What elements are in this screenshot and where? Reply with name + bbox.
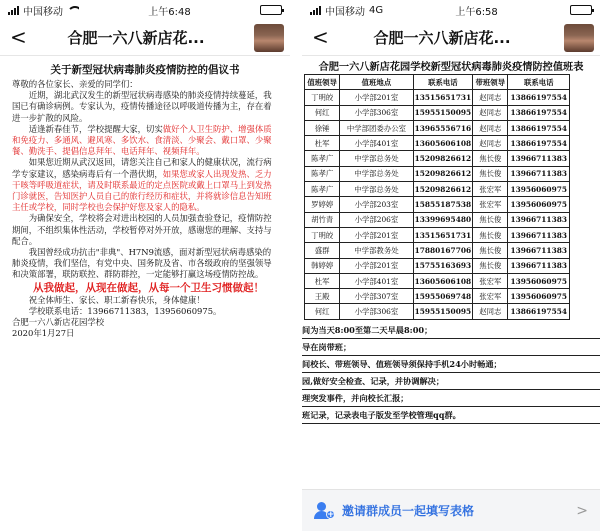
table-cell: 中学部总务处 (340, 182, 413, 197)
doc-paragraph-3-text: 如果您近期从武汉返回，请您关注自己和家人的健康状况，流行病学专家建议，感染病毒后有一个潜伏期， (12, 157, 272, 179)
duty-note-line: 间校长、带班领导、值班领导须保持手机24小时畅通； (302, 356, 600, 373)
table-cell: 陈孝广 (305, 182, 340, 197)
table-cell: 小学部306室 (340, 304, 413, 319)
table-row (305, 258, 570, 273)
table-cell: 13866197554 (508, 105, 570, 120)
chat-title: 合肥一六八新店花... (67, 29, 205, 47)
table-cell: 丁明皎 (305, 227, 340, 242)
table-cell: 13866197554 (508, 304, 570, 319)
table-cell: 15955150095 (413, 304, 473, 319)
table-cell: 15755163693 (413, 258, 473, 273)
add-member-icon: + (314, 502, 334, 520)
table-cell: 13515651731 (413, 90, 473, 105)
doc-wish: 祝全体师生、家长、职工新春快乐，身体健康！ (28, 294, 205, 305)
table-header-cell: 带班领导 (473, 75, 508, 90)
nav-bar (302, 20, 600, 56)
table-cell: 15209826612 (413, 151, 473, 166)
table-cell: 17880167706 (413, 243, 473, 258)
table-row (305, 120, 570, 135)
table-cell: 13966711383 (508, 166, 570, 181)
table-cell: 何红 (305, 105, 340, 120)
doc-signature: 合肥一六八新店花园学校 (12, 317, 105, 328)
table-cell: 赵同志 (473, 105, 508, 120)
table-cell: 13605606108 (413, 273, 473, 288)
doc-paragraph-3 (12, 157, 278, 213)
table-cell: 小学部307室 (340, 289, 413, 304)
table-cell: 张宏军 (473, 182, 508, 197)
table-cell: 13956060975 (508, 182, 570, 197)
table-row (305, 105, 570, 120)
table-cell: 13956060975 (508, 289, 570, 304)
table-cell: 赵同志 (473, 120, 508, 135)
table-cell: 焦长俊 (473, 151, 508, 166)
table-cell: 13515651731 (413, 227, 473, 242)
table-cell: 胡竹青 (305, 212, 340, 227)
table-cell: 杜军 (305, 273, 340, 288)
table-row (305, 182, 570, 197)
table-header-row (305, 75, 570, 90)
table-row (305, 136, 570, 151)
table-cell: 赵同志 (473, 90, 508, 105)
network-type: 4G (369, 4, 384, 16)
table-header-cell: 值班领导 (305, 75, 340, 90)
table-cell: 小学部401室 (340, 273, 413, 288)
table-cell: 陈孝广 (305, 151, 340, 166)
table-cell: 中学部总务处 (340, 151, 413, 166)
battery-icon (260, 5, 282, 15)
table-row (305, 197, 570, 212)
table-cell: 杜军 (305, 136, 340, 151)
back-button[interactable]: < (312, 25, 329, 49)
table-cell: 13965556716 (413, 120, 473, 135)
table-cell: 13866197554 (508, 136, 570, 151)
table-row (305, 90, 570, 105)
table-cell: 13966711383 (508, 151, 570, 166)
invite-members-button[interactable] (302, 489, 600, 531)
doc-title: 关于新型冠状病毒肺炎疫情防控的倡议书 (50, 64, 240, 76)
doc-slogan: 从我做起，从现在做起，从每一个卫生习惯做起！ (33, 281, 264, 294)
chat-title: 合肥一六八新店花... (373, 29, 511, 47)
table-cell: 13956060975 (508, 197, 570, 212)
table-title: 合肥一六八新店花园学校新型冠状病毒肺炎疫情防控值班表 (318, 61, 584, 73)
doc-paragraph-4: 为确保安全，学校将会对进出校园的人员加强查验登记，疫情防控期间，不组织集体性活动，学校暂停对外开放，感谢您的理解、支持与配合。 (12, 213, 272, 246)
status-bar (302, 0, 600, 20)
table-cell: 赵同志 (473, 136, 508, 151)
table-cell: 张宏军 (473, 273, 508, 288)
table-header-cell: 联系电话 (508, 75, 570, 90)
table-cell: 13966711383 (508, 212, 570, 227)
table-cell: 中学部团委办公室 (340, 120, 413, 135)
table-cell: 15209826612 (413, 182, 473, 197)
table-cell: 徐锤 (305, 120, 340, 135)
signal-icon (310, 6, 321, 15)
table-cell: 丁明皎 (305, 90, 340, 105)
table-body (305, 90, 570, 319)
table-cell: 13956060975 (508, 273, 570, 288)
table-cell: 小学部203室 (340, 197, 413, 212)
table-cell: 焦长俊 (473, 243, 508, 258)
table-cell: 13866197554 (508, 120, 570, 135)
duty-note-line: 导在岗带班； (302, 339, 600, 356)
doc-paragraph-2-highlight: 做好个人卫生防护、增强体质和免疫力、多通风、避风寒、多饮水、食清淡、少聚会、戴口罩、少聚餐、勤洗手、提倡信息拜年、电话拜年、视频拜年。 (12, 123, 272, 157)
duty-note-line: 理突发事件，并向校长汇报； (302, 390, 600, 407)
table-cell: 小学部306室 (340, 105, 413, 120)
table-cell: 陈孝广 (305, 166, 340, 181)
table-cell: 13966711383 (508, 258, 570, 273)
doc-paragraph-5: 我国曾经成功抗击"非典"、H7N9流感，面对新型冠状病毒感染的肺炎疫情，我们坚信，有党中央、国务院及省、市各级政府的坚强领导和决策部署，联防联控、群防群控，一定能够打赢这场疫情防控战。 (12, 247, 272, 280)
table-header-cell: 联系电话 (413, 75, 473, 90)
invite-label: 邀请群成员一起填写表格 (342, 504, 475, 518)
table-row (305, 304, 570, 319)
table-row (305, 289, 570, 304)
table-row (305, 273, 570, 288)
document-body (0, 56, 290, 339)
duty-note-line: 间为当天8:00至第二天早晨8:00； (302, 322, 600, 339)
table-cell: 何红 (305, 304, 340, 319)
nav-bar (0, 20, 290, 56)
table-cell: 15955069748 (413, 289, 473, 304)
duty-note-line: 园,做好安全检查、记录，并协调解决； (302, 373, 600, 390)
back-button[interactable]: < (10, 25, 27, 49)
table-cell: 小学部401室 (340, 136, 413, 151)
doc-paragraph-1: 近期，湖北武汉发生的新型冠状病毒感染的肺炎疫情持续蔓延，我国已有确诊病例。专家认为，疫情传播途径以呼吸道传播为主，存在着进一步扩散的风险。 (12, 90, 272, 123)
wifi-icon (67, 6, 79, 15)
doc-date: 2020年1月27日 (12, 328, 75, 339)
table-cell: 焦长俊 (473, 227, 508, 242)
left-phone-screen (0, 0, 290, 531)
carrier-label: 中国移动 (23, 6, 63, 18)
table-row (305, 212, 570, 227)
table-cell: 13399695480 (413, 212, 473, 227)
table-cell: 张宏军 (473, 289, 508, 304)
table-cell: 赵同志 (473, 304, 508, 319)
chevron-right-icon: > (576, 502, 588, 519)
table-row (305, 243, 570, 258)
group-avatar[interactable] (564, 24, 594, 52)
doc-paragraph-2 (12, 124, 278, 158)
table-cell: 盛群 (305, 243, 340, 258)
duty-notes (302, 322, 600, 424)
table-cell: 小学部206室 (340, 212, 413, 227)
table-header-cell: 值班地点 (340, 75, 413, 90)
right-phone-screen (302, 0, 600, 531)
table-cell: 15209826612 (413, 166, 473, 181)
clock: 上午6:48 (148, 6, 191, 18)
doc-contact: 学校联系电话：13966711383，13956060975。 (28, 305, 222, 316)
table-cell: 王殿 (305, 289, 340, 304)
battery-icon (570, 5, 592, 15)
table-cell: 15855187538 (413, 197, 473, 212)
table-row (305, 166, 570, 181)
table-cell: 13605606108 (413, 136, 473, 151)
table-cell: 小学部201室 (340, 227, 413, 242)
status-bar (0, 0, 290, 20)
doc-paragraph-3-highlight: 如果您或家人出现发热、乏力干咳等呼吸道症状，请及时联系最近的定点医院或戴上口罩马上到发热门诊就医，告知医护人员自己的旅行经历和症状，并将就诊信息告知班主任或学校，同时学校也会保护好您及家人的隐私。 (12, 168, 272, 213)
duty-note-line: 班记录，记录表电子版发至学校管理qq群。 (302, 407, 600, 424)
table-cell: 焦长俊 (473, 258, 508, 273)
table-cell: 张宏军 (473, 197, 508, 212)
table-cell: 中学部总务处 (340, 166, 413, 181)
table-cell: 13966711383 (508, 243, 570, 258)
table-cell: 13966711383 (508, 227, 570, 242)
table-cell: 13866197554 (508, 90, 570, 105)
table-cell: 15955150095 (413, 105, 473, 120)
duty-table-section (302, 56, 600, 424)
table-cell: 中学部教务处 (340, 243, 413, 258)
table-cell: 小学部201室 (340, 90, 413, 105)
clock: 上午6:58 (455, 6, 498, 18)
table-cell: 焦长俊 (473, 166, 508, 181)
table-cell: 韩婷婷 (305, 258, 340, 273)
doc-paragraph-2-text: 适逢新春佳节，学校提醒大家，切实 (28, 123, 163, 134)
group-avatar[interactable] (254, 24, 284, 52)
duty-table (304, 74, 570, 320)
signal-icon (8, 6, 19, 15)
divider (290, 0, 302, 531)
table-cell: 焦长俊 (473, 212, 508, 227)
table-cell: 罗婷婷 (305, 197, 340, 212)
doc-greeting: 尊敬的各位家长、亲爱的同学们： (12, 79, 138, 89)
carrier-label: 中国移动 (325, 6, 365, 18)
table-row (305, 227, 570, 242)
table-row (305, 151, 570, 166)
table-cell: 小学部201室 (340, 258, 413, 273)
